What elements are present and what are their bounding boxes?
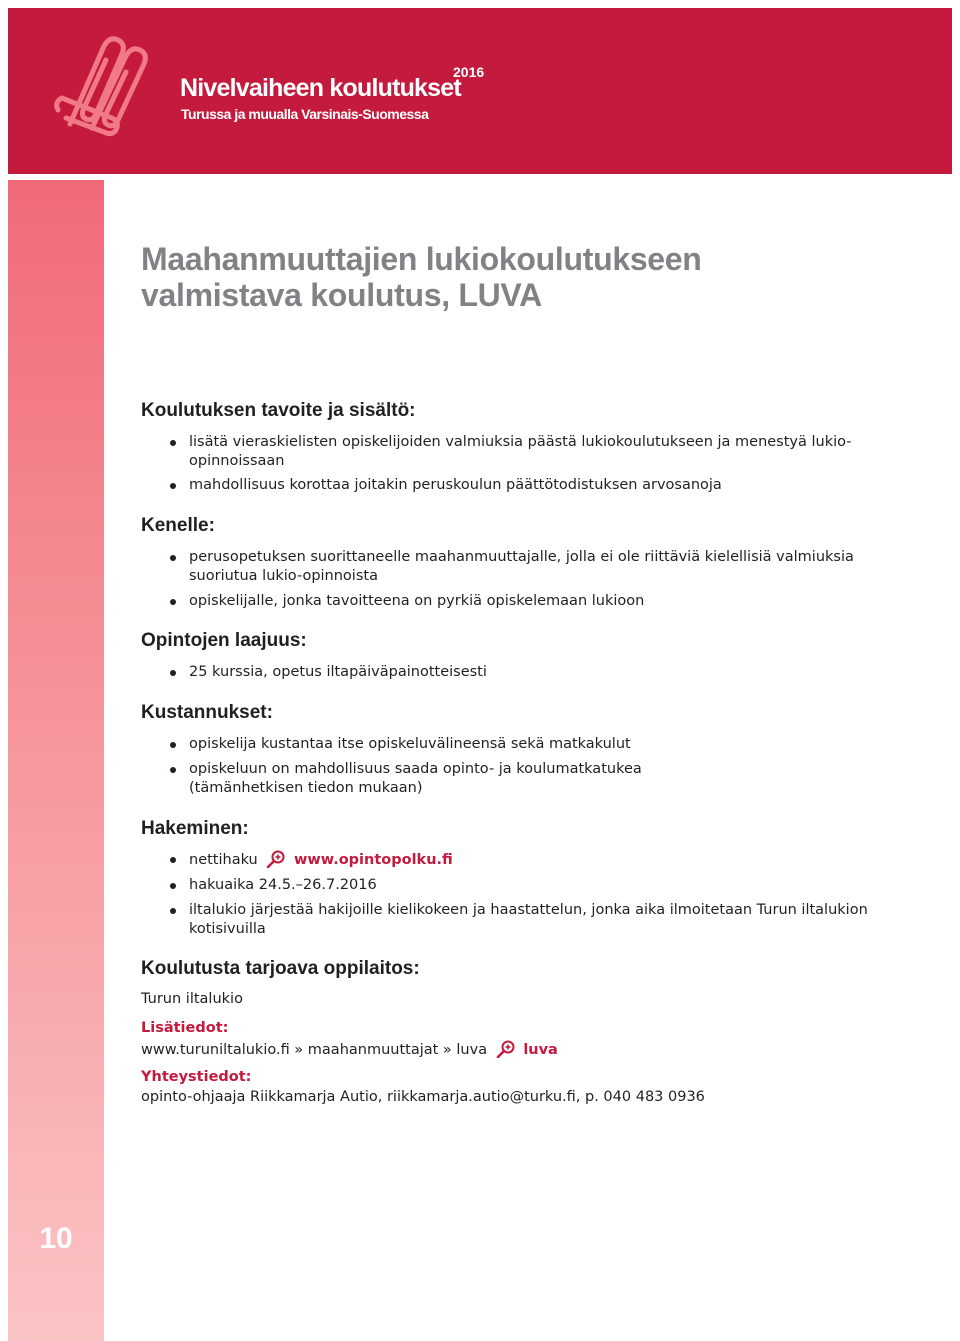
section-heading-kustannukset: Kustannukset: — [141, 702, 273, 723]
list-laajuus — [168, 663, 898, 688]
list-hakeminen — [168, 850, 898, 945]
page-title — [141, 241, 921, 313]
list-item: hakuaika 24.5.–26.7.2016 — [168, 876, 898, 895]
section-heading-tavoite: Koulutuksen tavoite ja sisältö: — [141, 400, 416, 421]
lisatiedot-line — [141, 1040, 558, 1060]
luva-link[interactable]: luva — [523, 1042, 558, 1058]
list-item: mahdollisuus korottaa joitakin peruskoulun päättötodistuksen arvosanoja — [168, 476, 898, 495]
page-number: 10 — [39, 1222, 73, 1255]
header-year: 2016 — [453, 64, 485, 80]
nettihaku-label: nettihaku — [189, 852, 258, 868]
magnifier-plus-icon — [266, 850, 286, 868]
list-item: opiskelijalle, jonka tavoitteena on pyrkiä opiskelemaan lukioon — [168, 592, 898, 611]
list-item: iltalukio järjestää hakijoille kielikokeen ja haastattelun, jonka aika ilmoitetaan Turun iltalukion kotisivuilla — [168, 901, 898, 939]
paperclips-icon — [52, 32, 162, 142]
yhteystiedot-text: opinto-ohjaaja Riikkamarja Autio, riikkamarja.autio@turku.fi, p. 040 483 0936 — [141, 1089, 705, 1105]
list-kenelle — [168, 548, 898, 617]
section-heading-oppilaitos: Koulutusta tarjoava oppilaitos: — [141, 958, 420, 979]
section-heading-kenelle: Kenelle: — [141, 515, 215, 536]
page-title-line1: Maahanmuuttajien lukiokoulutukseen — [141, 241, 702, 277]
list-item: opiskelija kustantaa itse opiskeluvälineensä sekä matkakulut — [168, 735, 898, 754]
page-title-line2: valmistava koulutus, LUVA — [141, 277, 542, 313]
lisatiedot-path: www.turuniltalukio.fi » maahanmuuttajat » luva — [141, 1042, 488, 1058]
section-heading-hakeminen: Hakeminen: — [141, 818, 249, 839]
side-strip — [8, 180, 104, 1341]
list-item: perusopetuksen suorittaneelle maahanmuuttajalle, jolla ei ole riittäviä kielellisiä valmiuksia suoriutua lukio-opinnoista — [168, 548, 898, 586]
list-item: opiskeluun on mahdollisuus saada opinto- ja koulumatkatukea (tämänhetkisen tiedon mukaan) — [168, 760, 898, 798]
list-tavoite — [168, 433, 898, 501]
magnifier-plus-icon — [496, 1040, 516, 1058]
yhteystiedot-heading: Yhteystiedot: — [141, 1069, 252, 1085]
list-kustannukset — [168, 735, 898, 804]
list-item — [168, 850, 898, 870]
oppilaitos-name: Turun iltalukio — [141, 991, 243, 1007]
header-banner — [8, 8, 952, 174]
opintopolku-link[interactable]: www.opintopolku.fi — [293, 852, 453, 868]
header-subtitle: Turussa ja muualla Varsinais-Suomessa — [181, 106, 429, 122]
header-title: Nivelvaiheen koulutukset — [180, 74, 461, 102]
list-item: 25 kurssia, opetus iltapäiväpainotteisesti — [168, 663, 898, 682]
section-heading-laajuus: Opintojen laajuus: — [141, 630, 307, 651]
lisatiedot-heading: Lisätiedot: — [141, 1020, 229, 1036]
list-item: lisätä vieraskielisten opiskelijoiden valmiuksia päästä lukiokoulutukseen ja menestyä lukio-opinnoissaan — [168, 433, 898, 471]
